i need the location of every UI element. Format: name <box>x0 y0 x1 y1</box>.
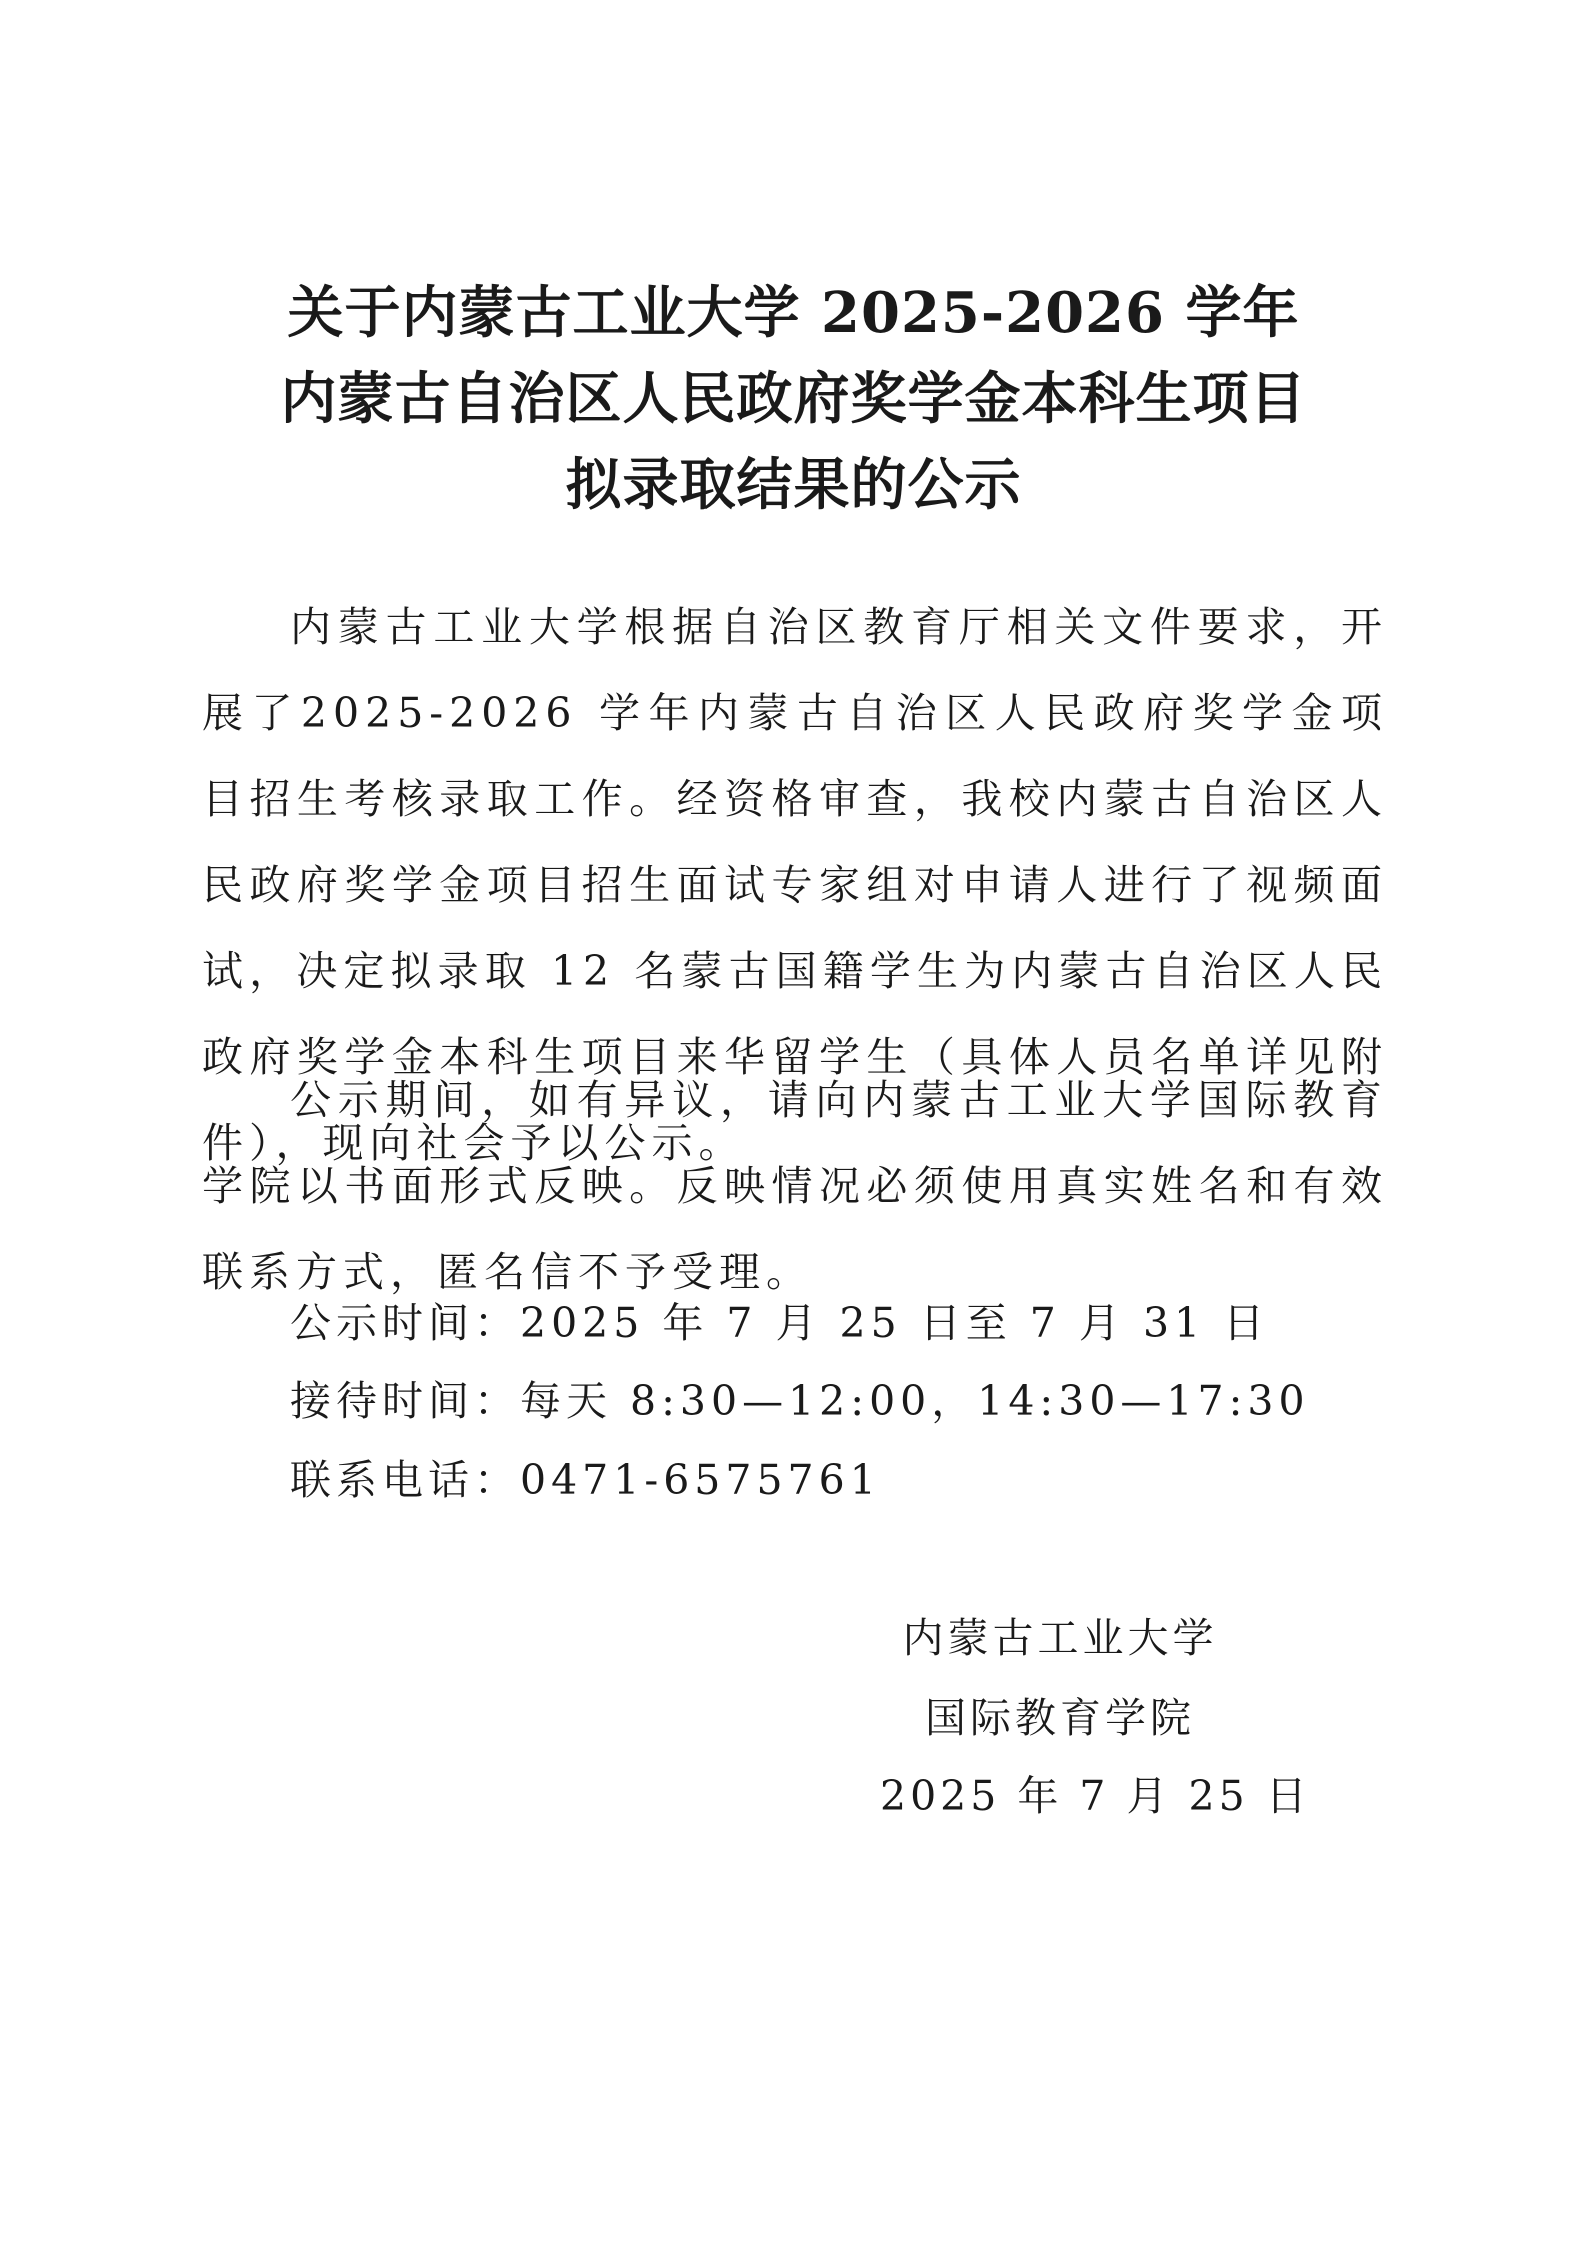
paragraph-text: 内蒙古工业大学根据自治区教育厅相关文件要求，开展了2025-2026 学年内蒙古自治区人民政府奖学金项目招生考核录取工作。经资格审查，我校内蒙古自治区人民政府奖学金项目招生面试专家组对申请人进行了视频面试，决定拟录取 12 名蒙古国籍学生为内蒙古自治区人民政府奖学金本科生项目来华留学生（具体人员名单详见附件），现向社会予以公示。 <box>202 603 1388 1167</box>
signature-organization: 内蒙古工业大学 <box>902 1614 1218 1662</box>
signature-date: 2025 年 7 月 25 日 <box>880 1772 1311 1820</box>
body-paragraph-objection <box>202 1057 1388 1315</box>
title-line-2: 内蒙古自治区人民政府奖学金本科生项目 <box>280 366 1307 432</box>
title-line-3: 拟录取结果的公示 <box>565 452 1022 518</box>
signature-department: 国际教育学院 <box>925 1694 1195 1742</box>
title-line-1: 关于内蒙古工业大学 2025-2026 学年 <box>287 280 1300 346</box>
document-title <box>0 270 1587 528</box>
paragraph-text: 公示期间，如有异议，请向内蒙古工业大学国际教育学院以书面形式反映。反映情况必须使用真实姓名和有效联系方式，匿名信不予受理。 <box>202 1076 1388 1296</box>
contact-phone: 联系电话：0471-6575761 <box>290 1456 881 1504</box>
reception-hours: 接待时间：每天 8:30—12:00，14:30—17:30 <box>290 1377 1310 1425</box>
publicity-period: 公示时间：2025 年 7 月 25 日至 7 月 31 日 <box>290 1299 1270 1347</box>
